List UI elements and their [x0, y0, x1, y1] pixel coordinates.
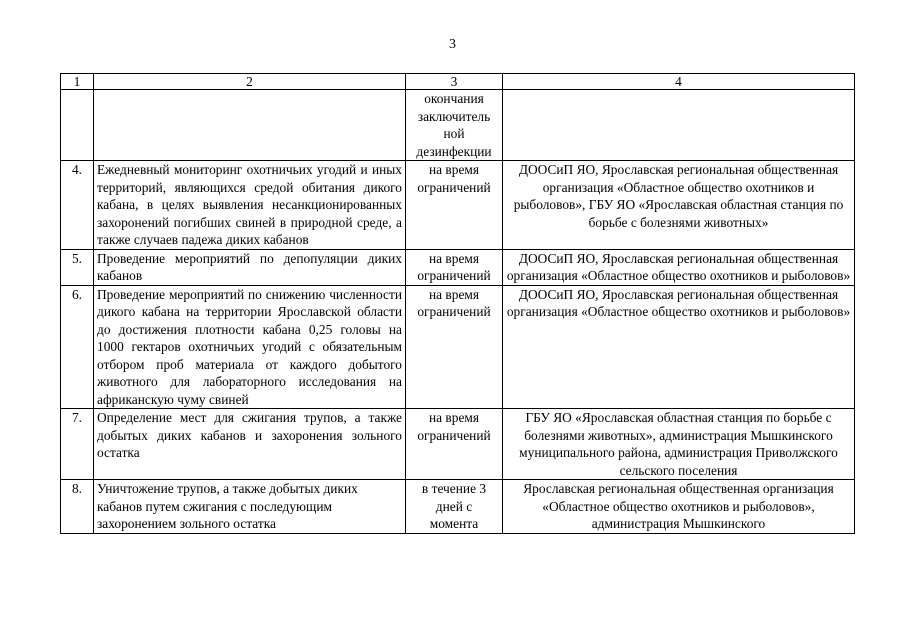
row-number: 6. — [61, 285, 94, 409]
table-row — [61, 285, 855, 409]
row-term — [406, 480, 503, 534]
row-action: Определение мест для сжигания трупов, а также добытых диких кабанов и захоронения зольного остатка — [94, 409, 406, 480]
row-term: на время ограничений — [406, 285, 503, 409]
row-number: 4. — [61, 161, 94, 250]
row-term: на время ограничений — [406, 249, 503, 285]
table-row — [61, 409, 855, 480]
table-row — [61, 249, 855, 285]
row-action: Уничтожение трупов, а также добытых диких кабанов путем сжигания с последующим захоронением зольного остатка — [94, 480, 406, 534]
header-col-2: 2 — [94, 74, 406, 90]
header-col-1: 1 — [61, 74, 94, 90]
row-responsible: ДООСиП ЯО, Ярославская региональная общественная организация «Областное общество охотников и рыболовов», ГБУ ЯО «Ярославская областная станция по борьбе с болезнями животных» — [503, 161, 855, 250]
row-responsible: ДООСиП ЯО, Ярославская региональная общественная организация «Областное общество охотников и рыболовов» — [503, 249, 855, 285]
row-term: на время ограничений — [406, 161, 503, 250]
row-number: 8. — [61, 480, 94, 534]
row-number: 7. — [61, 409, 94, 480]
row-term-text: в течение 3 дней с момента — [421, 481, 487, 531]
row-action: Проведение мероприятий по снижению численности дикого кабана на территории Ярославской области до достижения плотности кабана 0,25 головы на 1000 гектаров охотничьих угодий с обязательным отбором проб материала от каждого добытого животного для лабораторного исследования на африканскую чуму свиней — [94, 285, 406, 409]
page-number: 3 — [449, 37, 456, 52]
header-col-4: 4 — [503, 74, 855, 90]
header-col-3: 3 — [406, 74, 503, 90]
row-number — [61, 90, 94, 161]
row-responsible — [503, 90, 855, 161]
row-action: Ежедневный мониторинг охотничьих угодий и иных территорий, являющихся средой обитания дикого кабана, в целях выявления несанкционированных захоронений погибших свиней в природной среде, а также случаев падежа диких кабанов — [94, 161, 406, 250]
row-responsible: ГБУ ЯО «Ярославская областная станция по борьбе с болезнями животных», администрация Мышкинского муниципального района, администрация Приволжского сельского поселения — [503, 409, 855, 480]
table-row — [61, 161, 855, 250]
row-term — [406, 90, 503, 161]
table-header-row — [61, 74, 855, 90]
row-responsible: ДООСиП ЯО, Ярославская региональная общественная организация «Областное общество охотников и рыболовов» — [503, 285, 855, 409]
row-action — [94, 90, 406, 161]
row-responsible: Ярославская региональная общественная организация «Областное общество охотников и рыболовов», администрация Мышкинского — [503, 480, 855, 534]
table-row — [61, 90, 855, 161]
row-term: на время ограничений — [406, 409, 503, 480]
measures-table — [60, 73, 855, 534]
table-row — [61, 480, 855, 534]
row-term-text: окончания заключитель ной дезинфекции — [416, 91, 492, 159]
row-action: Проведение мероприятий по депопуляции диких кабанов — [94, 249, 406, 285]
row-number: 5. — [61, 249, 94, 285]
